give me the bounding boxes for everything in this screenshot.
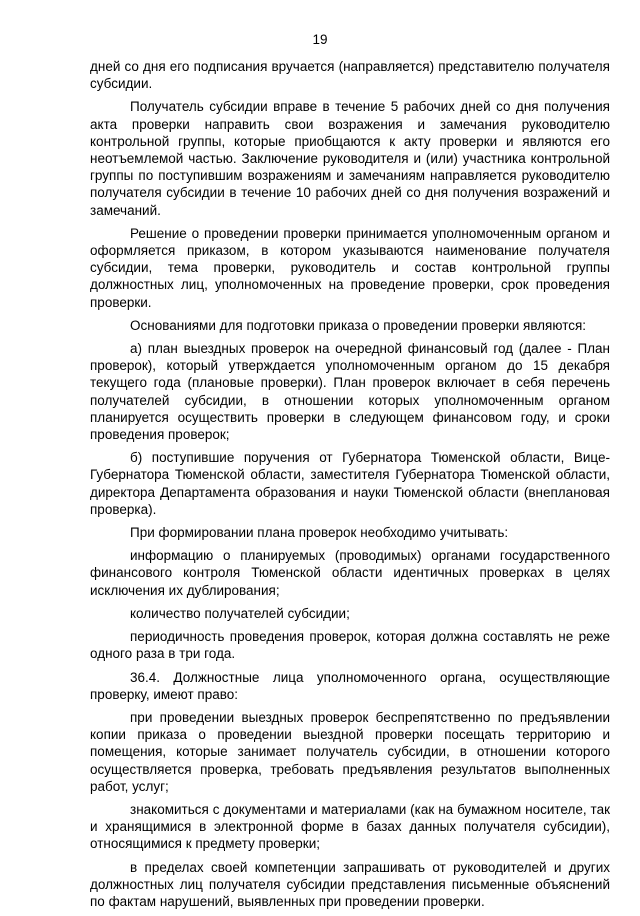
paragraph-right-explanations: в пределах своей компетенции запрашивать от руководителей и других должностных лиц получателя субсидии представления письменные объяснений по фактам нарушений, выявленных при проведении проверки.: [90, 859, 610, 909]
paragraph-consideration-count: количество получателей субсидии;: [130, 605, 350, 621]
paragraph-continuation: дней со дня его подписания вручается (направляется) представителю получателя субсидии.: [90, 59, 610, 92]
paragraph-plan-considerations: При формировании плана проверок необходимо учитывать:: [130, 525, 509, 541]
paragraph-right-documents: знакомиться с документами и материалами (как на бумажном носителе, так и хранящимися в электронной форме в базах данных получателя субсидии), относящимися к предмету проверки;: [90, 801, 610, 852]
page-number: 19: [312, 32, 328, 47]
paragraph-grounds-heading: Основаниями для подготовки приказа о проведении проверки являются:: [130, 317, 587, 333]
paragraph-ground-a: а) план выездных проверок на очередной финансовый год (далее - План проверок), который утверждается уполномоченным органом до 15 декабря текущего года (плановые проверки). План проверок включает в себя перечень получателей субсидии, в отношении которых уполномоченным органом планируется осуществить проверки в следующем финансовом году, и сроки проведения проверок;: [90, 341, 610, 443]
body-text: [90, 58, 610, 916]
paragraph-inspection-decision: Решение о проведении проверки принимается уполномоченным органом и оформляется приказом, в котором указываются наименование получателя субсидии, тема проверки, руководитель и состав контрольной группы должностных лиц, уполномоченных на проведение проверки, срок проведения проверки.: [90, 225, 610, 310]
paragraph-objections: Получатель субсидии вправе в течение 5 рабочих дней со дня получения акта проверки направить свои возражения и замечания руководителю контрольной группы, которые приобщаются к акту проверки и являются его неотъемлемой частью. Заключение руководителя и (или) участника контрольной группы по поступившим возражениям и замечаниям направляется руководителю получателя субсидии в течение 10 рабочих дней со дня получения возражений и замечаний.: [90, 99, 610, 218]
paragraph-consideration-duplication: информацию о планируемых (проводимых) органами государственного финансового контроля Тюменской области идентичных проверках в целях исключения их дублирования;: [90, 548, 610, 598]
paragraph-officials-rights: 36.4. Должностные лица уполномоченного органа, осуществляющие проверку, имеют право:: [90, 669, 610, 702]
paragraph-right-visit: при проведении выездных проверок беспрепятственно по предъявлении копии приказа о проведении выездной проверки посещать территорию и помещения, которые занимает получатель субсидии, в отношении которого осуществляется проверка, требовать предъявления результатов выполненных работ, услуг;: [90, 709, 610, 794]
paragraph-consideration-periodicity: периодичность проведения проверок, которая должна составлять не реже одного раза в три года.: [90, 629, 610, 662]
paragraph-ground-b: б) поступившие поручения от Губернатора Тюменской области, Вице-Губернатора Тюменской области, заместителя Губернатора Тюменской области, директора Департамента образования и науки Тюменской области (внеплановая проверка).: [90, 450, 610, 517]
